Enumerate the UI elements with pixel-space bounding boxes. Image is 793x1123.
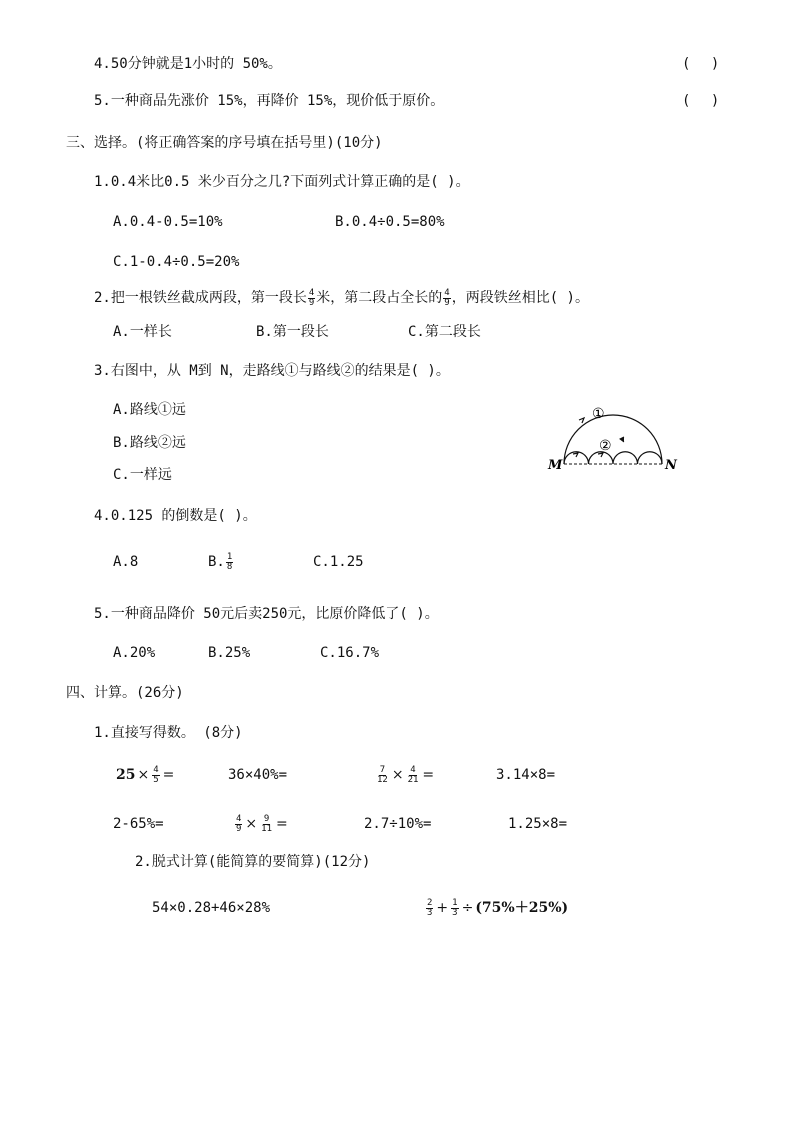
choice-q4-option-b [208, 552, 234, 572]
choice-q1-text: 1.0.4米比0.5 米少百分之几?下面列式计算正确的是( )。 [94, 174, 470, 190]
fraction-numerator: 4 [153, 764, 159, 775]
calc-expr-1 [116, 765, 176, 785]
route2-arc-4 [638, 452, 663, 464]
answer-paren-judge-q5[interactable]: ( ) [682, 93, 726, 109]
fraction-numerator: 4 [236, 813, 242, 824]
route1-semicircle [564, 415, 662, 464]
plus-sign: + [436, 900, 449, 916]
divide-sign: ÷ [461, 900, 474, 916]
times-sign: × [391, 767, 404, 783]
fraction-numerator: 2 [427, 897, 433, 908]
fraction-denominator: 21 [407, 774, 419, 785]
fraction-denominator: 9 [444, 297, 450, 308]
point-n-label: N [665, 458, 677, 473]
route1-arrow-head-icon [620, 437, 624, 442]
choice-q2-text-mid: 米，第二段占全长的 [316, 290, 443, 306]
route2-label: ② [599, 438, 612, 454]
choice-q1-option-b: B.0.4÷0.5=80% [335, 214, 445, 230]
fraction-denominator: 5 [153, 774, 159, 785]
section3-title: 三、选择。(将正确答案的序号填在括号里)(10分) [66, 135, 383, 151]
fraction-numerator: 4 [410, 764, 416, 775]
judge-q5: 5.一种商品先涨价 15%，再降价 15%，现价低于原价。 [94, 93, 445, 109]
choice-q5-option-b: B.25% [208, 645, 251, 661]
calc-expr-3 [375, 765, 436, 785]
calc-expr-8: 1.25×8= [508, 816, 568, 832]
fraction-denominator: 9 [236, 823, 242, 834]
route1-arrow-icon [579, 418, 584, 423]
fraction-four-ninths-2 [443, 289, 450, 308]
answer-paren-judge-q4[interactable]: ( ) [682, 56, 726, 72]
choice-q4-option-b-label: B. [208, 554, 225, 570]
fraction-two-thirds [426, 899, 433, 918]
equals-sign: = [276, 816, 288, 832]
choice-q2-option-a: A.一样长 [113, 324, 172, 340]
equals-sign: = [162, 767, 175, 783]
fraction-numerator: 4 [444, 287, 450, 298]
choice-q4-text: 4.0.125 的倒数是( )。 [94, 508, 257, 524]
fraction-nine-elevenths [260, 815, 273, 834]
point-m-label: M [548, 458, 563, 473]
parenthesized-sum: (75%＋25%) [475, 900, 569, 916]
choice-q3-option-a: A.路线①远 [113, 402, 186, 418]
choice-q2-text-post: ，两段铁丝相比( )。 [451, 290, 589, 306]
fraction-denominator: 11 [261, 823, 272, 834]
choice-q2-option-b: B.第一段长 [256, 324, 329, 340]
calc-part1-title: 1.直接写得数。 (8分) [94, 725, 243, 741]
choice-q1-option-a: A.0.4-0.5=10% [113, 214, 223, 230]
calc-expr-7: 2.7÷10%= [364, 816, 432, 832]
times-sign: × [137, 767, 150, 783]
calc-expr-5: 2-65%= [113, 816, 164, 832]
fraction-denominator: 9 [308, 297, 315, 308]
calc-step-expr-1: 54×0.28+46×28% [152, 900, 271, 916]
choice-q3-option-c: C.一样远 [113, 467, 172, 483]
choice-q3-option-b: B.路线②远 [113, 435, 186, 451]
fraction-denominator: 8 [226, 561, 233, 572]
calc-expr-6 [234, 814, 290, 834]
fraction-denominator: 12 [377, 774, 388, 785]
times-sign: × [245, 816, 258, 832]
fraction-numerator: 1 [452, 897, 458, 908]
fraction-denominator: 3 [452, 907, 458, 918]
section4-title: 四、计算。(26分) [66, 685, 184, 701]
fraction-four-ninths [308, 289, 315, 308]
judge-q4: 4.50分钟就是1小时的 50%。 [94, 56, 282, 72]
calc-expr-4: 3.14×8= [496, 767, 556, 783]
choice-q4-option-a: A.8 [113, 554, 139, 570]
calc-step-expr-2 [425, 898, 568, 918]
fraction-four-ninths-calc [235, 815, 242, 834]
fraction-four-twentyfirsts [407, 766, 420, 785]
fraction-numerator: 9 [263, 813, 270, 824]
choice-q3-text: 3.右图中，从 M到 N，走路线①与路线②的结果是( )。 [94, 363, 450, 379]
route-figure [540, 398, 690, 478]
fraction-one-eighth [226, 553, 233, 572]
choice-q5-text: 5.一种商品降价 50元后卖250元，比原价降低了( )。 [94, 606, 439, 622]
calc-part2-title: 2.脱式计算(能简算的要简算)(12分) [135, 854, 371, 870]
equals-sign: = [422, 767, 435, 783]
calc-expr-2: 36×40%= [228, 767, 288, 783]
route2-arc-3 [613, 452, 638, 464]
choice-q1-option-c: C.1-0.4÷0.5=20% [113, 254, 240, 270]
fraction-denominator: 3 [427, 907, 433, 918]
choice-q2-text [94, 288, 589, 308]
choice-q4-option-c: C.1.25 [313, 554, 364, 570]
route1-label: ① [592, 406, 605, 422]
choice-q2-option-c: C.第二段长 [408, 324, 481, 340]
choice-q5-option-a: A.20% [113, 645, 156, 661]
fraction-numerator: 1 [226, 551, 233, 562]
fraction-numerator: 4 [308, 287, 315, 298]
fraction-four-fifths [152, 766, 159, 785]
fraction-one-third [451, 899, 458, 918]
expr-number: 25 [116, 767, 136, 783]
route2-arrow-icon [573, 453, 578, 457]
fraction-seven-twelfths [376, 766, 389, 785]
choice-q2-text-pre: 2.把一根铁丝截成两段，第一段长 [94, 290, 307, 306]
fraction-numerator: 7 [379, 764, 386, 775]
choice-q5-option-c: C.16.7% [320, 645, 380, 661]
